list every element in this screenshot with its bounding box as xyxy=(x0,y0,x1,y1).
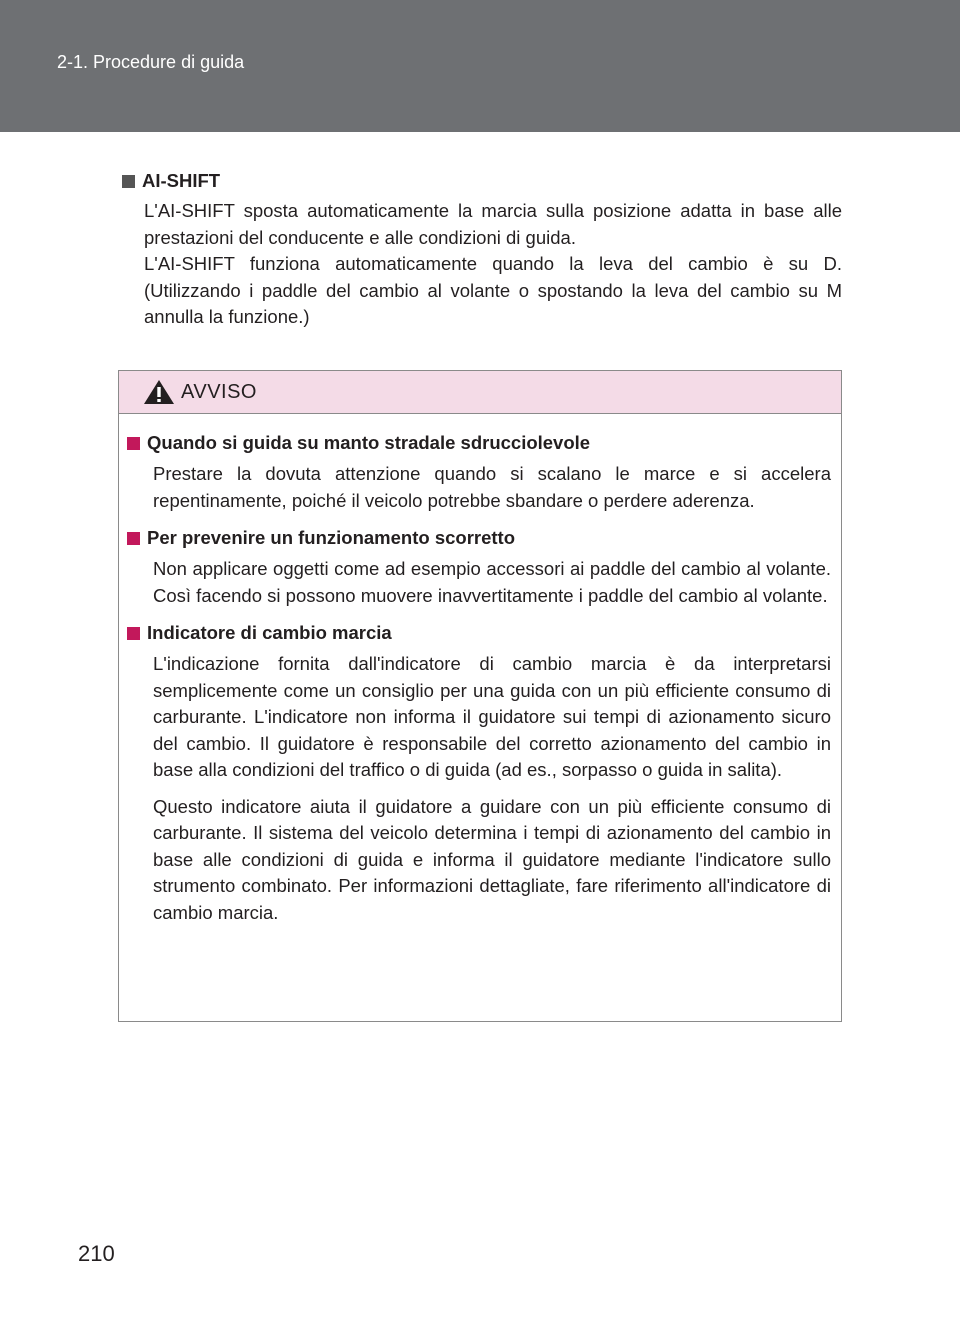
warning-item xyxy=(127,430,831,514)
warning-body xyxy=(119,414,841,926)
warning-item xyxy=(127,620,831,926)
warning-item-paragraph: Questo indicatore aiuta il guidatore a guidare con un più efficiente consumo di carburante. Il sistema del veicolo determina i tempi di azionamento del cambio in base alle condizioni di guida e informa il guidatore mediante l'indicatore sullo strumento combinato. Per informazioni dettagliate, fare riferimento all'indicatore di cambio marcia. xyxy=(153,795,831,923)
warning-title: AVVISO xyxy=(181,380,257,403)
warning-item-heading xyxy=(127,430,831,456)
square-bullet-icon xyxy=(127,532,140,545)
intro-paragraph: L'AI-SHIFT funziona automaticamente quando la leva del cambio è su D. (Utilizzando i paddle del cambio al volante o spostando la leva del cambio su M annulla la funzione.) xyxy=(144,253,842,327)
square-bullet-icon xyxy=(127,627,140,640)
warning-item xyxy=(127,525,831,609)
warning-item-heading xyxy=(127,620,831,646)
warning-item-paragraph: L'indicazione fornita dall'indicatore di cambio marcia è da interpretarsi semplicemente come un consiglio per una guida con un più efficiente consumo di carburante. L'indicatore non informa il guidatore sui tempi di azionamento sicuro del cambio. Il guidatore è responsabile del corretto azionamento del cambio in base alla condizioni del traffico o di guida (ad es., sorpasso o guida in salita). xyxy=(153,653,831,780)
warning-item-paragraph: Non applicare oggetti come ad esempio accessori ai paddle del cambio al volante. Così facendo si possono muovere inavvertitamente i paddle del cambio al volante. xyxy=(153,558,831,606)
intro-heading xyxy=(122,168,842,194)
warning-item-heading-text: Indicatore di cambio marcia xyxy=(147,622,392,643)
warning-item-heading-text: Per prevenire un funzionamento scorretto xyxy=(147,527,516,548)
intro-section xyxy=(122,168,842,331)
page-header xyxy=(0,0,960,132)
warning-item-paragraph: Prestare la dovuta attenzione quando si scalano le marce e si accelera repentinamente, poiché il veicolo potrebbe sbandare o perdere aderenza. xyxy=(153,463,831,511)
square-bullet-icon xyxy=(127,437,140,450)
intro-paragraph: L'AI-SHIFT sposta automaticamente la marcia sulla posizione adatta in base alle prestazioni del conducente e alle condizioni di guida. xyxy=(144,200,842,248)
warning-item-heading-text: Quando si guida su manto stradale sdrucciolevole xyxy=(147,432,591,453)
section-title: 2-1. Procedure di guida xyxy=(57,52,245,72)
warning-triangle-icon xyxy=(143,379,175,405)
page-number: 210 xyxy=(78,1241,115,1266)
warning-header xyxy=(119,371,841,414)
warning-box xyxy=(118,370,842,1022)
square-bullet-icon xyxy=(122,175,135,188)
warning-item-heading xyxy=(127,525,831,551)
intro-heading-text: AI-SHIFT xyxy=(142,170,221,191)
